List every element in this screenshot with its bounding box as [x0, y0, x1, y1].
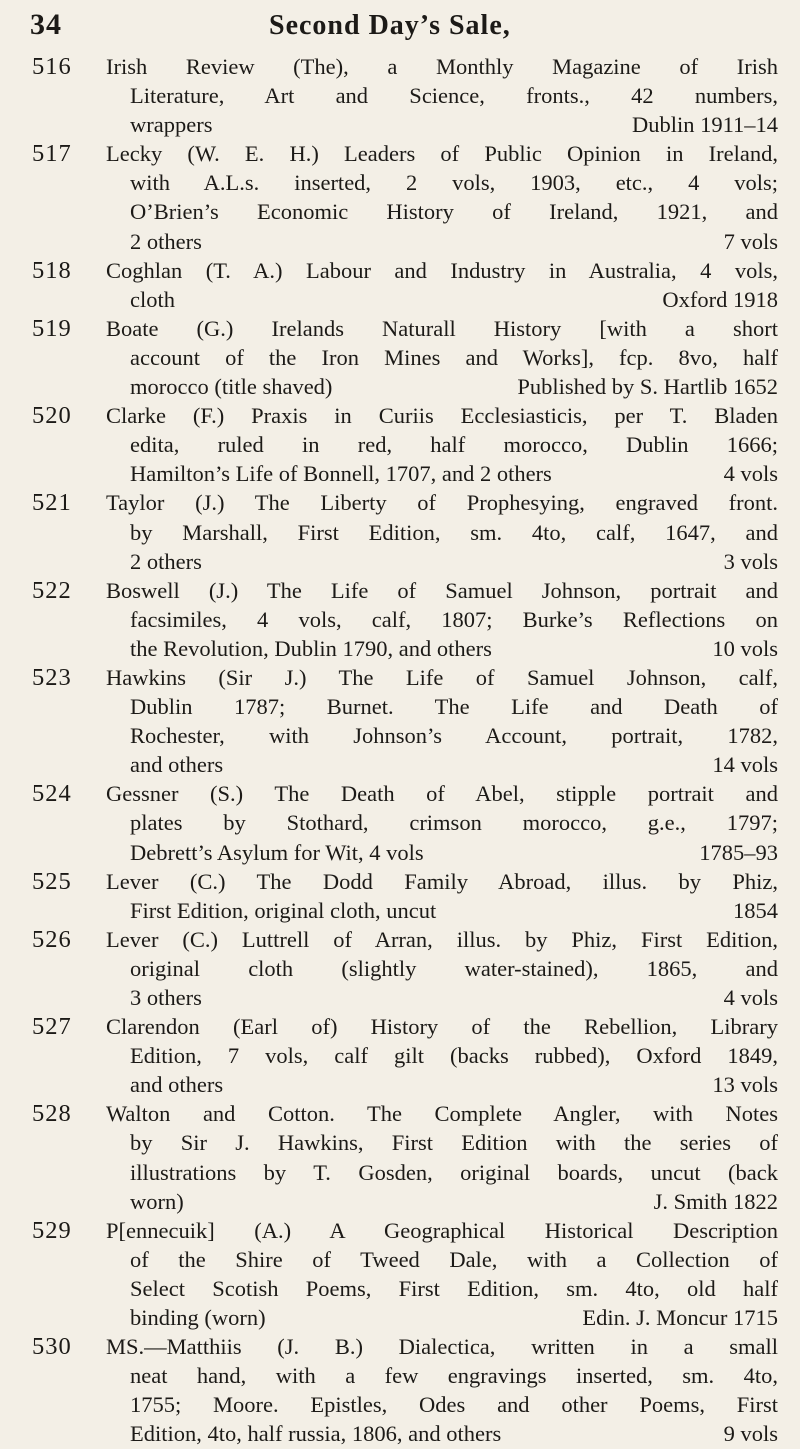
lot-tail-left: the Revolution, Dublin 1790, and others: [130, 635, 492, 661]
lot-number: 523: [32, 663, 72, 691]
lot-entry: [30, 488, 778, 575]
lot-number: 530: [32, 1333, 72, 1361]
lot-number: 524: [32, 780, 72, 808]
lot-line: P[ennecuik] (A.) A Geographical Historical Description: [106, 1217, 778, 1243]
lot-number: 519: [32, 314, 72, 342]
lot-number: 527: [32, 1013, 72, 1041]
lot-tail-left: Hamilton’s Life of Bonnell, 1707, and 2 others: [130, 461, 552, 487]
lot-entry: [30, 663, 778, 779]
lot-tail-line: [106, 1419, 778, 1448]
lot-entry: [30, 139, 778, 255]
lot-tail-right: 4 vols: [723, 461, 778, 487]
lot-number: 521: [32, 489, 72, 517]
lot-tail-left: worn): [130, 1188, 184, 1214]
lot-description: [106, 1332, 778, 1448]
lot-tail-right: Edin. J. Moncur 1715: [582, 1305, 778, 1331]
lot-number: 516: [32, 53, 72, 80]
lot-description: [106, 1216, 778, 1332]
lot-line: Literature, Art and Science, fronts., 42 numbers,: [130, 83, 778, 109]
page-number: 34: [30, 8, 62, 41]
lot-tail-left: 2 others: [130, 548, 202, 574]
lot-line: plates by Stothard, crimson morocco, g.e., 1797;: [130, 810, 778, 836]
lot-tail-line: [106, 110, 778, 139]
running-title: Second Day’s Sale,: [269, 10, 511, 41]
lot-number: 517: [32, 140, 72, 168]
lot-number: 529: [32, 1216, 72, 1244]
lot-tail-right: 10 vols: [712, 635, 778, 661]
lot-line: Taylor (J.) The Liberty of Prophesying, engraved front.: [106, 490, 778, 516]
lot-line: MS.—Matthiis (J. B.) Dialectica, written in a small: [106, 1334, 778, 1360]
lot-entry: [30, 256, 778, 314]
lot-tail-line: [106, 750, 778, 779]
lot-number: 518: [32, 256, 72, 284]
lot-line: Edition, 7 vols, calf gilt (backs rubbed), Oxford 1849,: [130, 1043, 778, 1069]
lot-tail-line: [106, 1070, 778, 1099]
lot-tail-right: 14 vols: [712, 752, 778, 778]
lot-description: [106, 52, 778, 139]
lot-tail-line: [106, 285, 778, 314]
lot-description: [106, 488, 778, 575]
lot-number: 522: [32, 576, 72, 604]
lot-list: [30, 52, 778, 1449]
lot-line: with A.L.s. inserted, 2 vols, 1903, etc., 4 vols;: [130, 170, 778, 196]
lot-description: [106, 867, 778, 925]
lot-tail-right: Dublin 1911–14: [631, 112, 778, 138]
lot-entry: [30, 867, 778, 925]
lot-entry: [30, 52, 778, 139]
lot-entry: [30, 925, 778, 1012]
lot-tail-right: 7 vols: [723, 228, 778, 254]
lot-description: [106, 139, 778, 255]
lot-tail-left: and others: [130, 1072, 224, 1098]
lot-description: [106, 576, 778, 663]
lot-tail-right: Oxford 1918: [662, 286, 778, 312]
lot-line: neat hand, with a few engravings inserted, sm. 4to,: [130, 1363, 778, 1389]
lot-tail-left: Debrett’s Asylum for Wit, 4 vols: [130, 839, 424, 865]
lot-description: [106, 779, 778, 866]
lot-entry: [30, 1099, 778, 1215]
lot-line: Lever (C.) Luttrell of Arran, illus. by Phiz, First Edition,: [106, 926, 778, 952]
lot-entry: [30, 401, 778, 488]
lot-tail-right: 1854: [733, 897, 778, 923]
lot-line: Gessner (S.) The Death of Abel, stipple portrait and: [106, 781, 778, 807]
lot-tail-left: binding (worn): [130, 1305, 266, 1331]
lot-tail-right: 3 vols: [723, 548, 778, 574]
lot-tail-left: morocco (title shaved): [130, 374, 333, 400]
lot-entry: [30, 314, 778, 401]
lot-tail-line: [106, 547, 778, 576]
lot-entry: [30, 576, 778, 663]
lot-tail-line: [106, 838, 778, 867]
lot-tail-left: 2 others: [130, 228, 202, 254]
lot-line: Clarke (F.) Praxis in Curiis Ecclesiasticis, per T. Bladen: [106, 403, 778, 429]
lot-number: 525: [32, 867, 72, 895]
lot-entry: [30, 1216, 778, 1332]
lot-tail-line: [106, 896, 778, 925]
lot-description: [106, 663, 778, 779]
lot-tail-right: J. Smith 1822: [653, 1188, 778, 1214]
lot-description: [106, 314, 778, 401]
lot-line: by Marshall, First Edition, sm. 4to, calf, 1647, and: [130, 519, 778, 545]
lot-tail-right: 4 vols: [723, 985, 778, 1010]
lot-line: original cloth (slightly water-stained), 1865, and: [130, 955, 778, 981]
lot-line: Rochester, with Johnson’s Account, portrait, 1782,: [130, 723, 778, 749]
lot-tail-left: Edition, 4to, half russia, 1806, and others: [130, 1421, 502, 1447]
lot-tail-left: First Edition, original cloth, uncut: [130, 897, 437, 923]
lot-entry: [30, 1012, 778, 1099]
lot-line: illustrations by T. Gosden, original boards, uncut (back: [130, 1159, 778, 1185]
page-header: [30, 8, 775, 44]
lot-entry: [30, 1332, 778, 1448]
lot-line: Select Scotish Poems, First Edition, sm. 4to, old half: [130, 1275, 778, 1301]
lot-tail-left: 3 others: [130, 985, 202, 1010]
lot-line: Clarendon (Earl of) History of the Rebellion, Library: [106, 1014, 778, 1040]
lot-tail-line: [106, 459, 778, 488]
lot-description: [106, 401, 778, 488]
lot-tail-line: [106, 1187, 778, 1216]
lot-line: Walton and Cotton. The Complete Angler, with Notes: [106, 1101, 778, 1127]
lot-tail-left: and others: [130, 752, 224, 778]
lot-line: account of the Iron Mines and Works], fcp. 8vo, half: [130, 344, 778, 370]
lot-line: Lever (C.) The Dodd Family Abroad, illus. by Phiz,: [106, 868, 778, 894]
lot-tail-line: [106, 1303, 778, 1332]
lot-tail-right: Published by S. Hartlib 1652: [517, 374, 778, 400]
lot-number: 528: [32, 1100, 72, 1128]
lot-line: O’Brien’s Economic History of Ireland, 1921, and: [130, 199, 778, 225]
lot-tail-right: 9 vols: [723, 1421, 778, 1447]
lot-description: [106, 925, 778, 1012]
lot-tail-line: [106, 983, 778, 1012]
lot-number: 520: [32, 402, 72, 430]
lot-line: Boswell (J.) The Life of Samuel Johnson, portrait and: [106, 577, 778, 603]
lot-line: Hawkins (Sir J.) The Life of Samuel Johnson, calf,: [106, 664, 778, 690]
lot-line: of the Shire of Tweed Dale, with a Collection of: [130, 1246, 778, 1272]
lot-description: [106, 1099, 778, 1215]
lot-line: 1755; Moore. Epistles, Odes and other Poems, First: [130, 1392, 778, 1418]
lot-line: Lecky (W. E. H.) Leaders of Public Opinion in Ireland,: [106, 141, 778, 167]
lot-tail-line: [106, 372, 778, 401]
lot-tail-right: 1785–93: [699, 839, 778, 865]
lot-tail-line: [106, 634, 778, 663]
lot-line: facsimiles, 4 vols, calf, 1807; Burke’s Reflections on: [130, 606, 778, 632]
lot-line: by Sir J. Hawkins, First Edition with the series of: [130, 1130, 778, 1156]
lot-tail-line: [106, 227, 778, 256]
lot-line: Boate (G.) Irelands Naturall History [with a short: [106, 315, 778, 341]
lot-tail-left: wrappers: [130, 112, 213, 138]
lot-entry: [30, 779, 778, 866]
lot-line: Coghlan (T. A.) Labour and Industry in Australia, 4 vols,: [106, 257, 778, 283]
lot-tail-right: 13 vols: [712, 1072, 778, 1098]
lot-line: Irish Review (The), a Monthly Magazine of Irish: [106, 54, 778, 79]
lot-number: 526: [32, 925, 72, 953]
lot-line: edita, ruled in red, half morocco, Dublin 1666;: [130, 432, 778, 458]
lot-tail-left: cloth: [130, 286, 175, 312]
lot-description: [106, 1012, 778, 1099]
lot-description: [106, 256, 778, 314]
lot-line: Dublin 1787; Burnet. The Life and Death of: [130, 694, 778, 720]
